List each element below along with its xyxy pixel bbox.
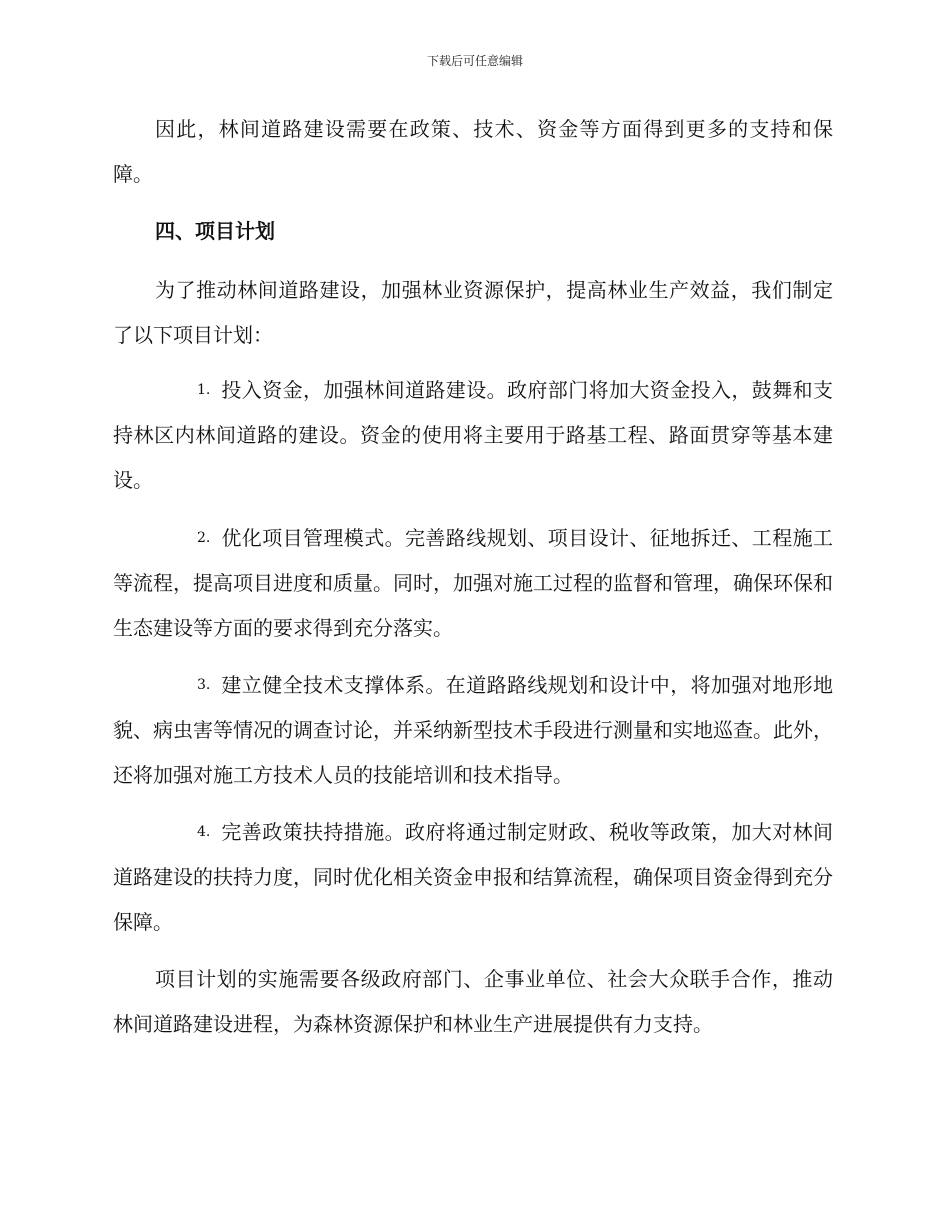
section-heading	[113, 209, 833, 254]
list-item-text: 投入资金，加强林间道路建设。政府部门将加大资金投入，鼓舞和支持林区内林间道路的建设。资金的使用将主要用于路基工程、路面贯穿等基本建设。	[113, 378, 833, 492]
intro-paragraph	[113, 107, 833, 197]
paragraph-text: 为了推动林间道路建设，加强林业资源保护，提高林业生产效益，我们制定了以下项目计划：	[113, 278, 833, 347]
list-item-text: 建立健全技术支撑体系。在道路路线规划和设计中，将加强对地形地貌、病虫害等情况的调查讨论，并采纳新型技术手段进行测量和实地巡查。此外，还将加强对施工方技术人员的技能培训和技术指导。	[113, 673, 833, 787]
conclusion-paragraph	[113, 957, 833, 1047]
page-header: 下载后可任意编辑	[426, 54, 523, 68]
list-item	[113, 663, 833, 798]
list-item	[113, 368, 833, 503]
list-item-text: 完善政策扶持措施。政府将通过制定财政、税收等政策，加大对林间道路建设的扶持力度，同时优化相关资金申报和结算流程，确保项目资金得到充分保障。	[113, 820, 833, 934]
list-item	[113, 810, 833, 945]
list-item-number: 3.	[197, 677, 211, 693]
paragraph-text: 项目计划的实施需要各级政府部门、企事业单位、社会大众联手合作，推动林间道路建设进程，为森林资源保护和林业生产进展提供有力支持。	[113, 967, 833, 1036]
list-item-number: 1.	[197, 382, 211, 398]
list-item-text: 优化项目管理模式。完善路线规划、项目设计、征地拆迁、工程施工等流程，提高项目进度和质量。同时，加强对施工过程的监督和管理，确保环保和生态建设等方面的要求得到充分落实。	[113, 526, 833, 640]
list-item	[113, 516, 833, 651]
lead-paragraph	[113, 268, 833, 358]
list-item-number: 2.	[197, 530, 211, 546]
section-heading-text: 四、项目计划	[155, 219, 275, 243]
list-item-number: 4.	[197, 824, 211, 840]
paragraph-text: 因此，林间道路建设需要在政策、技术、资金等方面得到更多的支持和保障。	[113, 117, 833, 186]
